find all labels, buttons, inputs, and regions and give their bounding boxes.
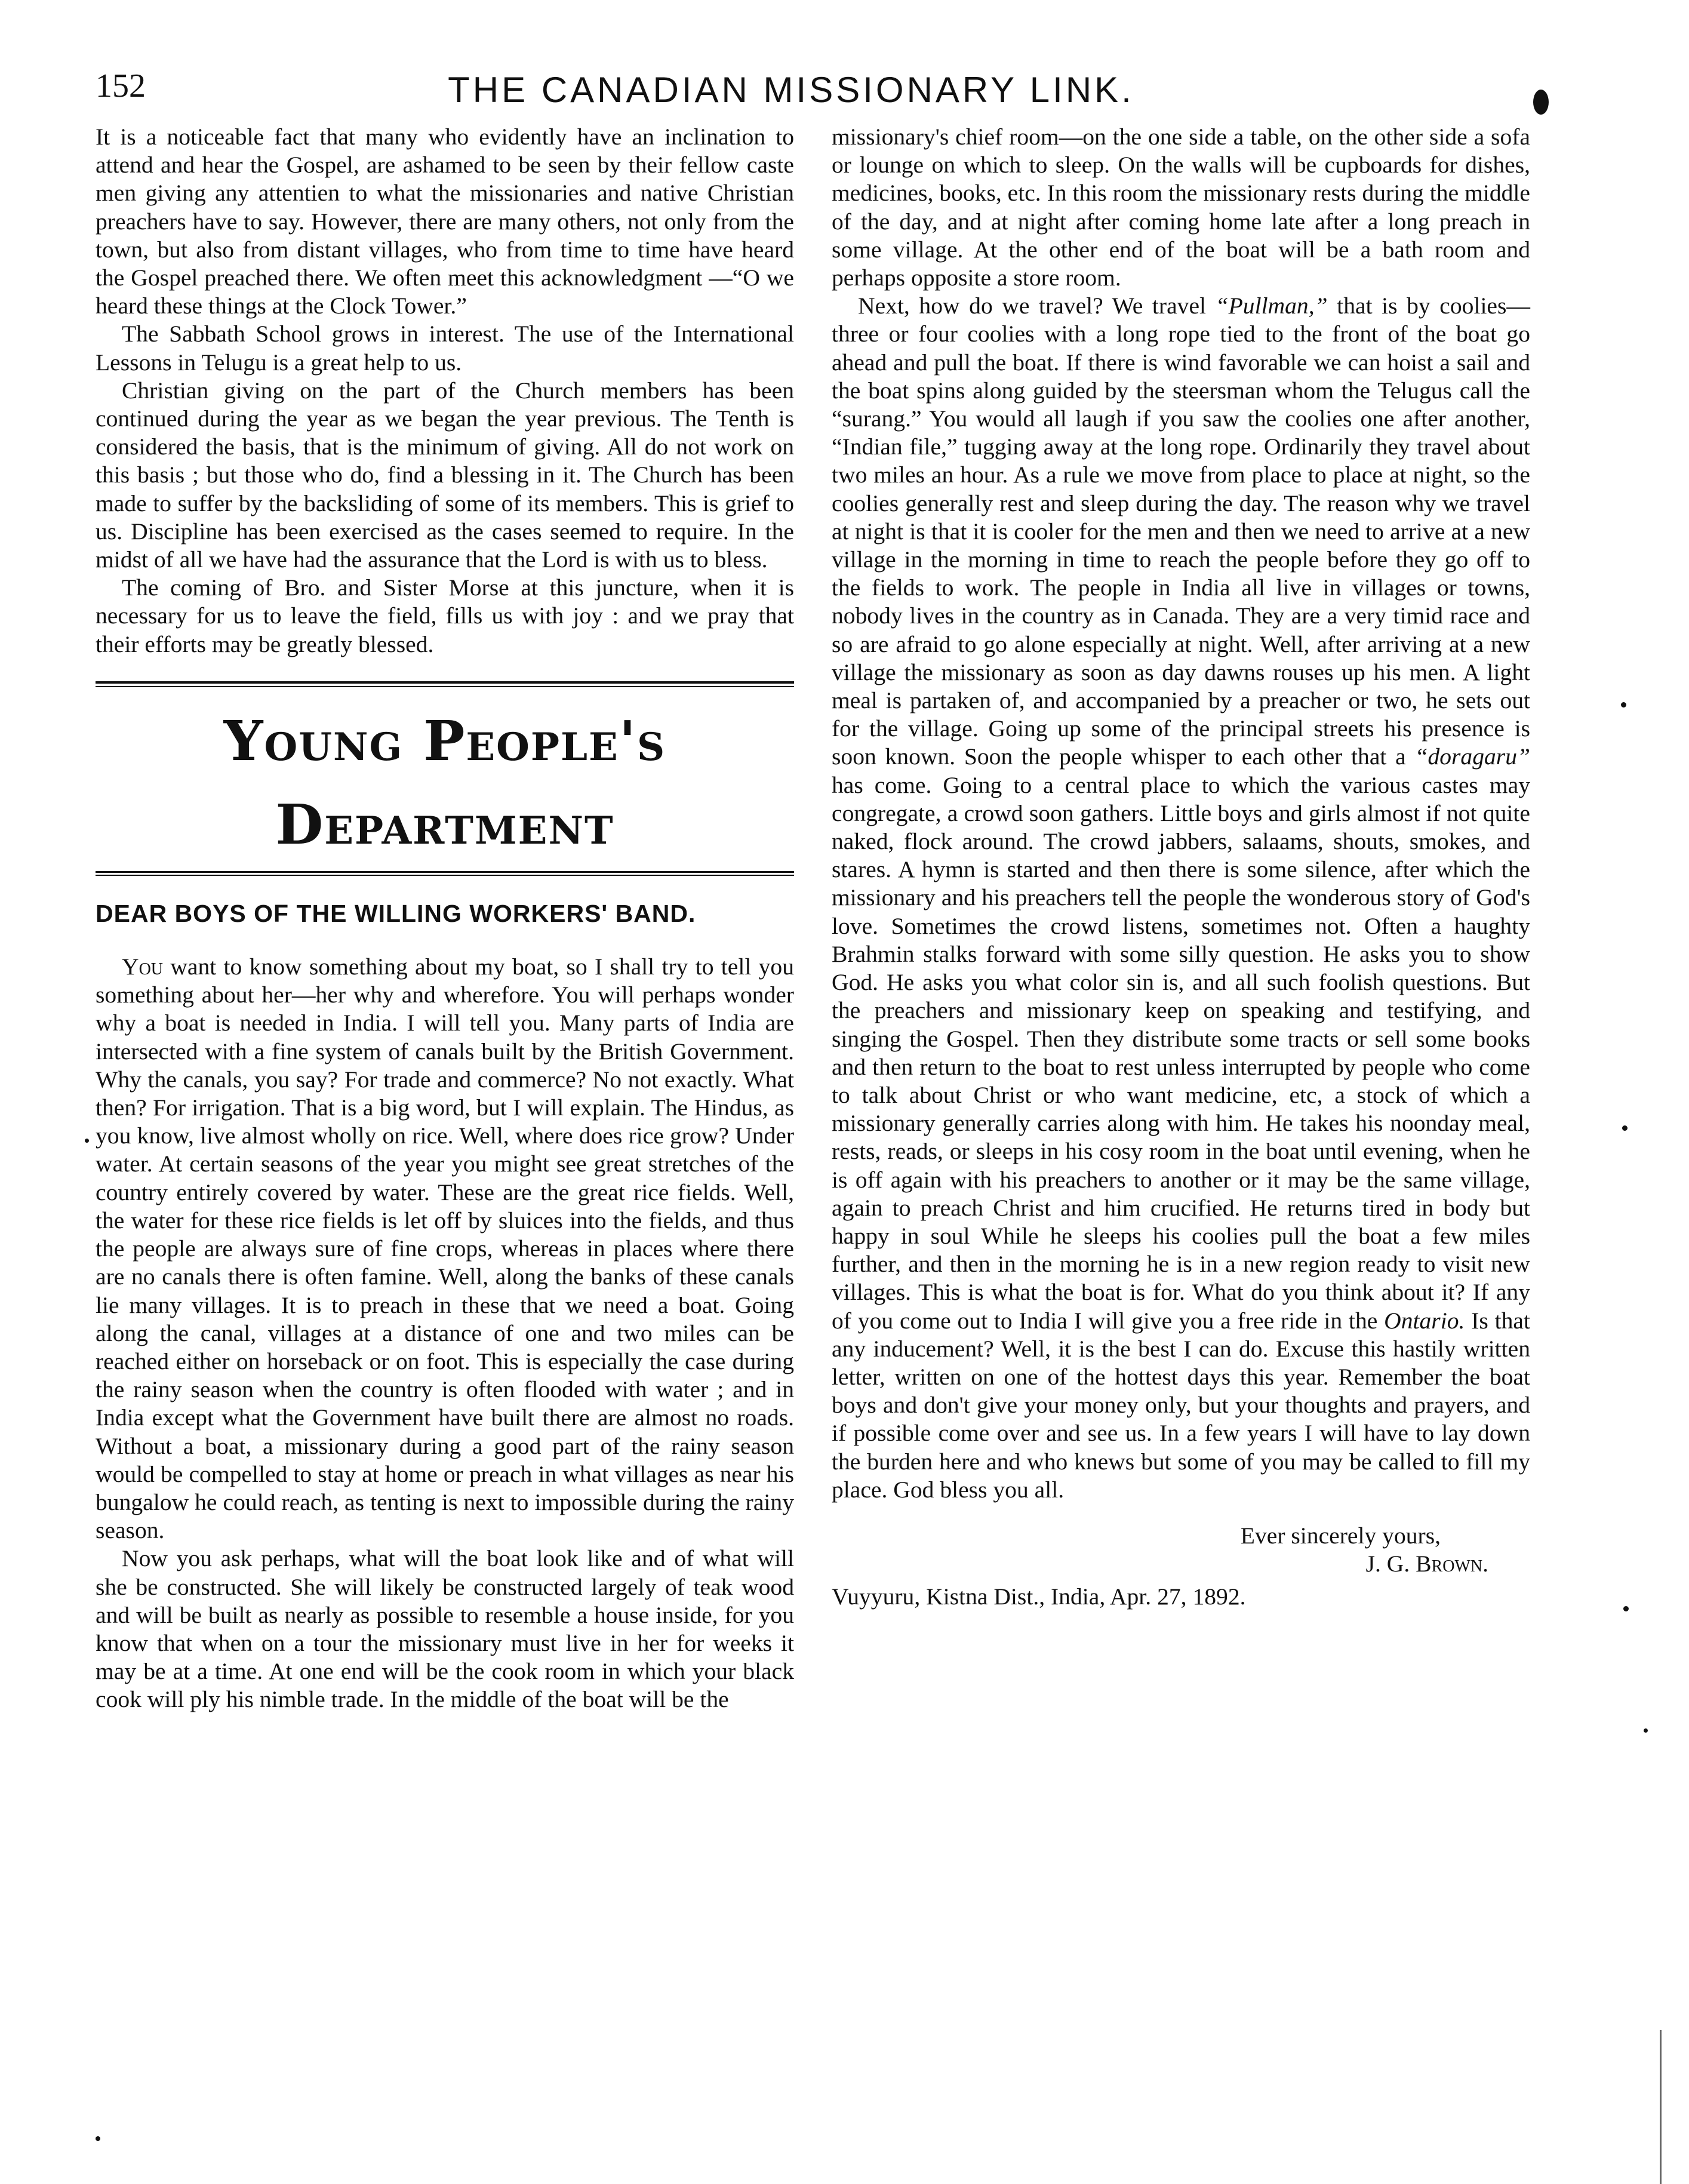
letter-text: Is that any inducement? Well, it is the best I can do. Excuse this hastily written letter, written on one of the hottest days this year. Remember the boat boys and don't give your money only, but your thoughts and prayers, and if possible come over and see us. In a few years I will have to lay down the burden here and who knews but some of you may be called to fill my place. God bless you all. — [832, 1307, 1530, 1503]
letter-paragraph: Now you ask perhaps, what will the boat look like and of what will she be constructed. She will likely be constructed largely of teak wood and will be built as nearly as possible to resemble a house inside, for you know that when on a tour the missionary must live in her for weeks it may be at a time. At one end will be the cook room in which your black cook will ply his nimble trade. In the middle of the boat will be the — [96, 1545, 794, 1713]
letter-text: has come. Going to a central place to which the various castes may congregate, a crowd soon gathers. Little boys and girls almost if not quite naked, flock around. The crowd jabbers, salaams, shouts, smokes, and stares. A hymn is started and then there is some silence, after which the missionary and his preachers tell the people the wonderous story of God's love. Sometimes the crowd listens, sometimes not. Often a haughty Brahmin stalks forward with some silly question. He asks you to show God. He asks you what color sin is, and all such foolish questions. But the preachers and missionary keep on speaking and testifying, and singing the Gospel. Then they distribute some tracts or sell some books and then return to the boat to rest unless interrupted by people who come to talk about Christ or who want medicine, etc, a stock of which a missionary generally carries along with him. He takes his noonday meal, rests, reads, or sleeps in his cosy room in the boat until evening, when he is off again with his preachers to another or it may be the same village, again to preach Christ and him crucified. He returns tired in body but happy in soul While he sleeps his coolies pull the boat a few miles further, and then in the morning he is in a new region ready to visit new villages. This is what the boat is for. What do you think about it? If any of you come out to India I will give you a free ride in the — [832, 771, 1530, 1334]
margin-speck — [1622, 1125, 1628, 1131]
page-number: 152 — [96, 67, 146, 104]
italic-term: “Pullman,” — [1215, 293, 1328, 319]
ink-blot — [1533, 90, 1549, 115]
letter-paragraph — [832, 292, 1530, 1504]
letter-continuation: missionary's chief room—on the one side a table, on the other side a sofa or lounge on which to sleep. On the walls will be cupboards for dishes, medicines, books, etc. In this room the missionary rests during the middle of the day, and at night after coming home late after a long preach in some village. At the other end of the boat will be a bath room and perhaps opposite a store room. — [832, 124, 1530, 291]
right-column — [832, 123, 1530, 1611]
letter-opening-word: You — [122, 953, 164, 980]
valediction: Ever sincerely yours, — [1240, 1522, 1441, 1549]
running-title: THE CANADIAN MISSIONARY LINK. — [448, 70, 1134, 110]
letter-paragraph-text: want to know something about my boat, so I shall try to tell you something about her—her why and wherefore. You will perhaps wonder why a boat is needed in India. I will tell you. Many parts of India are intersected with a fine system of canals built by the British Government. Why the canals, you say? For trade and commerce? No not exactly. What then? For irrigation. That is a big word, but I will explain. The Hindus, as you know, live almost wholly on rice. Well, where does rice grow? Under water. At certain seasons of the year you might see great stretches of the country entirely covered by water. These are the great rice fields. Well, the water for these rice fields is let off by sluices into the fields, and thus the people are always sure of fine crops, whereas in places where there are no canals there is often famine. Well, along the banks of these canals lie many villages. It is to preach in these that we need a boat. Going along the canal, villages at a distance of one and two miles can be reached either on horseback or on foot. This is especially the case during the rainy season when the country is often flooded with water ; and in India except what the Government have built there are almost no roads. Without a boat, a missionary during a good part of the rainy season would be compelled to stay at home or preach in what villages as near his bungalow he could reach, as tenting is next to impossible during the rainy season. — [96, 953, 794, 1544]
letter-heading: DEAR BOYS OF THE WILLING WORKERS' BAND. — [96, 899, 696, 927]
italic-term: Ontario. — [1384, 1307, 1465, 1334]
report-paragraph: The Sabbath School grows in interest. The use of the International Lessons in Telugu is a great help to us. — [96, 321, 794, 376]
letter-closing — [832, 1522, 1530, 1611]
margin-speck — [1644, 1728, 1648, 1733]
report-paragraph: Christian giving on the part of the Church members has been continued during the year as we began the year previous. The Tenth is considered the basis, that is the minimum of giving. All do not work on this basis ; but those who do, find a blessing in it. The Church has been made to suffer by the backsliding of some of its members. This is grief to us. Discipline has been exercised as the cases seemed to require. In the midst of all we have had the assurance that the Lord is with us to bless. — [96, 377, 794, 573]
letter-text: Next, how do we travel? We travel — [858, 293, 1216, 319]
section-divider — [96, 681, 794, 687]
letter-paragraph — [96, 953, 794, 1545]
report-paragraph: The coming of Bro. and Sister Morse at this juncture, when it is necessary for us to leave the field, fills us with joy : and we pray that their efforts may be greatly blessed. — [96, 574, 794, 657]
place-date: Vuyyuru, Kistna Dist., India, Apr. 27, 1892. — [832, 1583, 1246, 1610]
margin-speck — [1621, 702, 1626, 708]
signature: J. G. Brown. — [1365, 1551, 1488, 1577]
report-paragraph: It is a noticeable fact that many who evidently have an inclination to attend and hear the Gospel, are ashamed to be seen by their fellow caste men giving any attentien to what the missionaries and native Christian preachers have to say. However, there are many others, not only from the town, but also from distant villages, who from time to time have heard the Gospel preached there. We often meet this acknowledgment —“O we heard these things at the Clock Tower.” — [96, 124, 794, 319]
margin-speck — [1623, 1606, 1629, 1611]
letter-text: that is by coolies—three or four coolies with a long rope tied to the front of the boat go ahead and pull the boat. If there is wind favorable we can hoist a sail and the boat spins along guided by the steersman whom the Telugus call the “surang.” You would all laugh if you saw the coolies one after another, “Indian file,” tugging away at the long rope. Ordinarily they travel about two miles an hour. As a rule we move from place to place at night, so the coolies generally rest and sleep during the day. The reason why we travel at night is that it is cooler for the men and then we need to arrive at a new village in the morning in time to reach the people before they go off to the fields to work. The people in India all live in villages or towns, nobody lives in the country as in Canada. They are a very timid race and so are afraid to go alone especially at night. Well, after arriving at a new village the missionary as soon as day dawns rouses up his men. A light meal is partaken of, and accompanied by a preacher or two, he sets out for the village. Going up some of the principal streets his presence is soon known. Soon the people whisper to each other that a — [832, 293, 1530, 770]
italic-term: “doragaru” — [1414, 743, 1530, 770]
page-edge-line — [1660, 2030, 1662, 2184]
margin-speck — [85, 1139, 89, 1143]
section-divider — [96, 871, 794, 876]
department-banner — [96, 681, 794, 876]
left-column — [96, 123, 794, 1714]
margin-speck — [96, 2136, 100, 2141]
department-heading: Young People's Department — [223, 708, 666, 857]
